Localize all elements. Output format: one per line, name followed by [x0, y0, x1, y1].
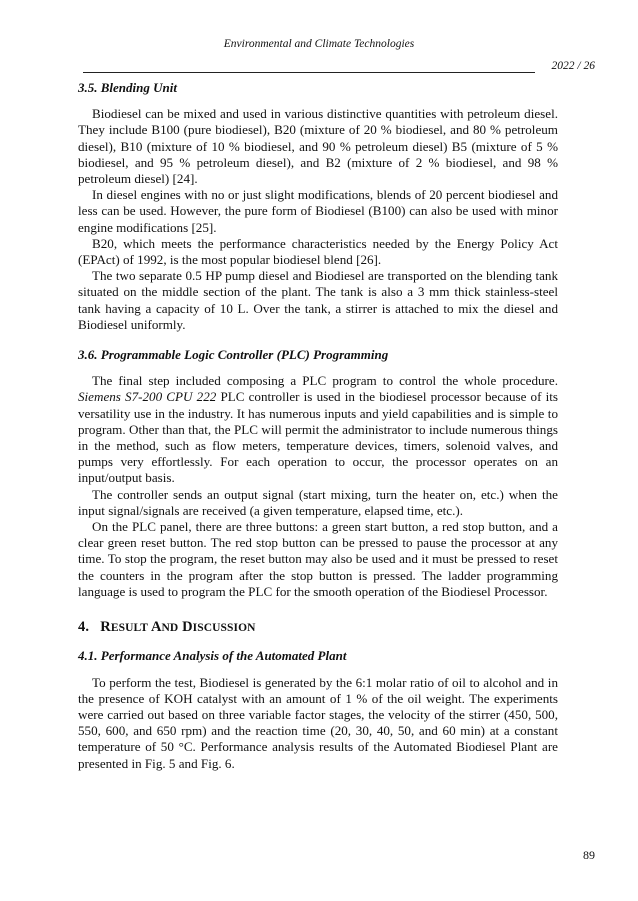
section-heading-4-1: 4.1. Performance Analysis of the Automated Plant [78, 648, 347, 664]
heading-word-discussion [182, 619, 255, 635]
plc-model-name: Siemens S7-200 CPU 222 [78, 389, 217, 405]
issue-number: 2022 / 26 [551, 60, 595, 72]
page-body [78, 80, 558, 772]
heading-initial-d: D [182, 619, 193, 636]
paragraph-3-6-1-start: The final step included composing a PLC program to control the whole procedure. [92, 373, 558, 389]
heading-initial-a: A [150, 619, 162, 636]
heading-rest-nd: ND [161, 622, 179, 635]
heading-word-result [100, 619, 148, 635]
header-rule [83, 72, 535, 73]
paragraph-3-6-1-end: PLC controller is used in the biodiesel processor because of its versatility use in the industry. It has numerous inputs and yield capabilities and is simple to program. Other than that, the PLC will permit the administrator to include numerous things in the method, such as flow meters, temperature devices, timers, solenoid valves, and pumps very effortlessly. For each operation to occur, the processor operates on an input/output basis. [78, 389, 558, 486]
paragraph-3-6-2: The controller sends an output signal (start mixing, turn the heater on, etc.) when the input signal/signals are received (a given temperature, elapsed time, etc.). [78, 486, 558, 518]
paragraph-3-5-3: B20, which meets the performance characteristics needed by the Energy Policy Act (EPAct) of 1992, is the most popular biodiesel blend [26]. [78, 235, 558, 268]
section-heading-3-6: 3.6. Programmable Logic Controller (PLC) Programming [78, 347, 389, 363]
paragraph-3-5-4: The two separate 0.5 HP pump diesel and Biodiesel are transported on the blending tank situated on the middle section of the plant. The tank is also a 3 mm thick stainless-steel tank having a capacity of 10 L. Over the tank, a stirrer is attached to mix the diesel and Biodiesel uniformly. [78, 268, 558, 332]
section-number-4: 4. [78, 619, 90, 636]
section-heading-4 [78, 619, 558, 636]
page-number: 89 [583, 848, 595, 862]
heading-rest-iscussion: ISCUSSION [192, 622, 256, 635]
paragraph-3-5-2: In diesel engines with no or just slight modifications, blends of 20 percent biodiesel and less can be used. However, the pure form of Biodiesel (B100) can also be used with minor engine modifications [25]. [78, 187, 558, 235]
paragraph-3-6-3: On the PLC panel, there are three buttons: a green start button, a red stop button, and a clear green reset button. The red stop button can be pressed to pause the processor at any time. To stop the program, the reset button may also be used and it must be pressed to reset the counters in the program after the stop button is pressed. The ladder programming language is used to program the PLC for the smooth operation of the Biodiesel Processor. [78, 519, 558, 599]
heading-initial-r: R [100, 619, 111, 636]
paragraph-3-5-1: Biodiesel can be mixed and used in various distinctive quantities with petroleum diesel. They include B100 (pure biodiesel), B20 (mixture of 20 % biodiesel, and 80 % petroleum diesel), B10 (mixture of 10 % biodiesel, and 90 % petroleum diesel) B5 (mixture of 5 % biodiesel, and 95 % petroleum diesel), and B2 (mixture of 2 % biodiesel, and 98 % petroleum diesel) [24]. [78, 106, 558, 187]
journal-title: Environmental and Climate Technologies [223, 38, 415, 50]
section-heading-3-5: 3.5. Blending Unit [78, 80, 177, 95]
heading-rest-esult: ESULT [110, 622, 148, 635]
paragraph-4-1-1: To perform the test, Biodiesel is generated by the 6:1 molar ratio of oil to alcohol and in the presence of KOH catalyst with an amount of 1 % of the oil weight. The experiments were carried out based on three variable factor stages, the velocity of the stirrer (450, 500, 550, 600, and 650 rpm) and the reaction time (20, 30, 40, 50, and 60 min) at a constant temperature of 50 °C. Performance analysis results of the Automated Biodiesel Plant are presented in Fig. 5 and Fig. 6. [78, 674, 558, 771]
paragraph-3-6-1 [78, 373, 558, 486]
heading-word-and [151, 619, 178, 635]
